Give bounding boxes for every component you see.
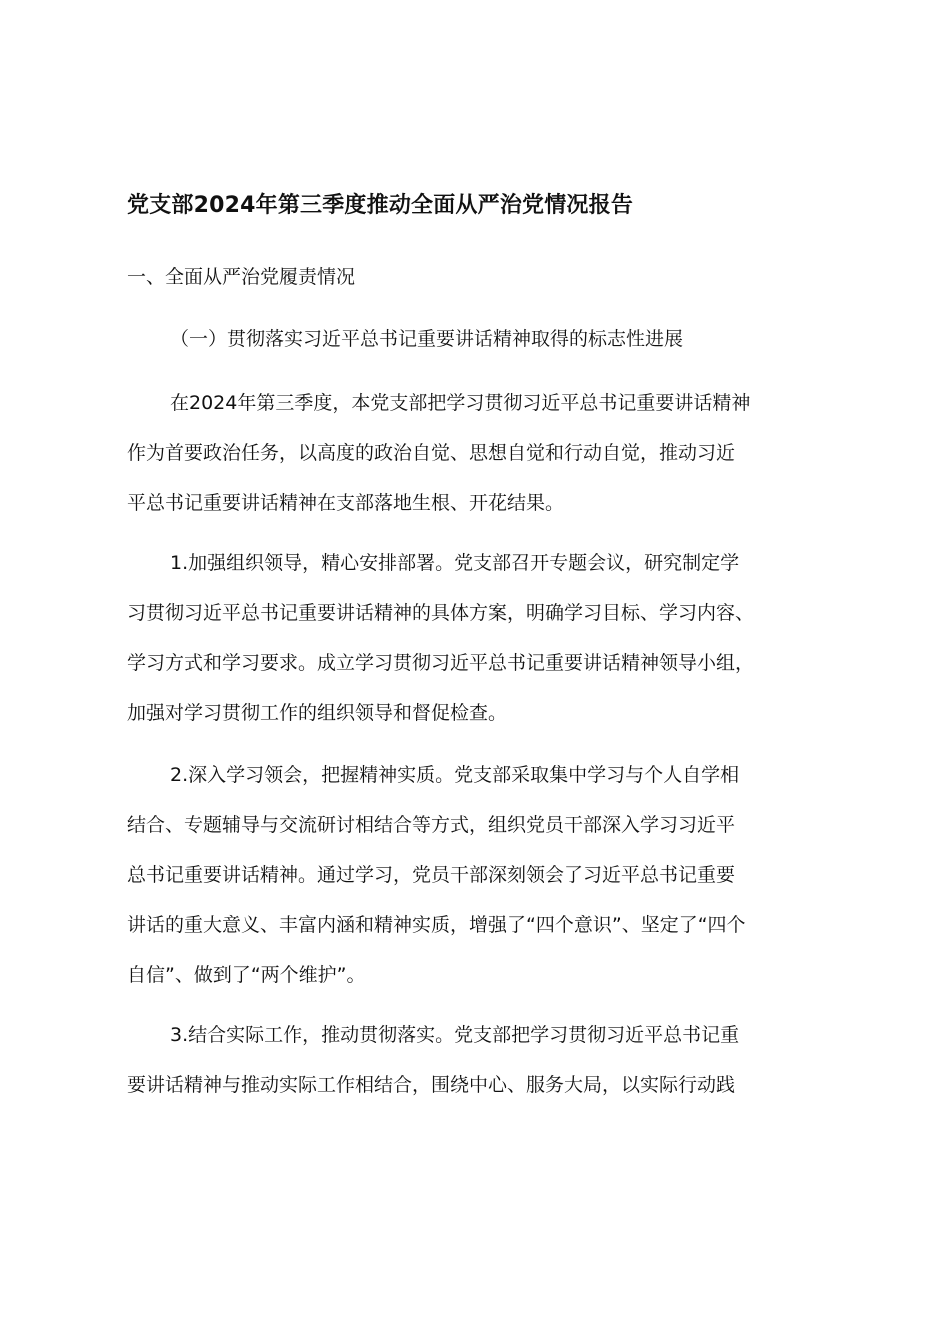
paragraph-line: 1.加强组织领导，精心安排部署。党支部召开专题会议，研究制定学 [170,552,740,574]
paragraph-line: 总书记重要讲话精神。通过学习，党员干部深刻领会了习近平总书记重要 [127,864,736,886]
paragraph-item-3 [127,1010,827,1110]
document-title: 党支部2024年第三季度推动全面从严治党情况报告 [127,193,634,218]
paragraph-line: 讲话的重大意义、丰富内涵和精神实质，增强了“四个意识”、坚定了“四个 [127,914,746,936]
paragraph-line: 结合、专题辅导与交流研讨相结合等方式，组织党员干部深入学习习近平 [127,814,736,836]
paragraph-item-1 [127,538,827,738]
paragraph-line: 平总书记重要讲话精神在支部落地生根、开花结果。 [127,492,565,514]
paragraph-line: 在2024年第三季度，本党支部把学习贯彻习近平总书记重要讲话精神 [170,392,751,414]
paragraph-line: 3.结合实际工作，推动贯彻落实。党支部把学习贯彻习近平总书记重 [170,1024,740,1046]
paragraph-line: 加强对学习贯彻工作的组织领导和督促检查。 [127,702,508,724]
paragraph-item-2 [127,750,827,1000]
subsection-heading: （一）贯彻落实习近平总书记重要讲话精神取得的标志性进展 [170,328,684,350]
paragraph-line: 要讲话精神与推动实际工作相结合，围绕中心、服务大局，以实际行动践 [127,1074,736,1096]
paragraph-intro [127,378,827,528]
section-heading: 一、全面从严治党履责情况 [127,266,356,288]
paragraph-line: 学习方式和学习要求。成立学习贯彻习近平总书记重要讲话精神领导小组， [127,652,755,674]
paragraph-line: 自信”、做到了“两个维护”。 [127,964,366,986]
paragraph-line: 习贯彻习近平总书记重要讲话精神的具体方案，明确学习目标、学习内容、 [127,602,755,624]
paragraph-line: 2.深入学习领会，把握精神实质。党支部采取集中学习与个人自学相 [170,764,740,786]
paragraph-line: 作为首要政治任务，以高度的政治自觉、思想自觉和行动自觉，推动习近 [127,442,736,464]
